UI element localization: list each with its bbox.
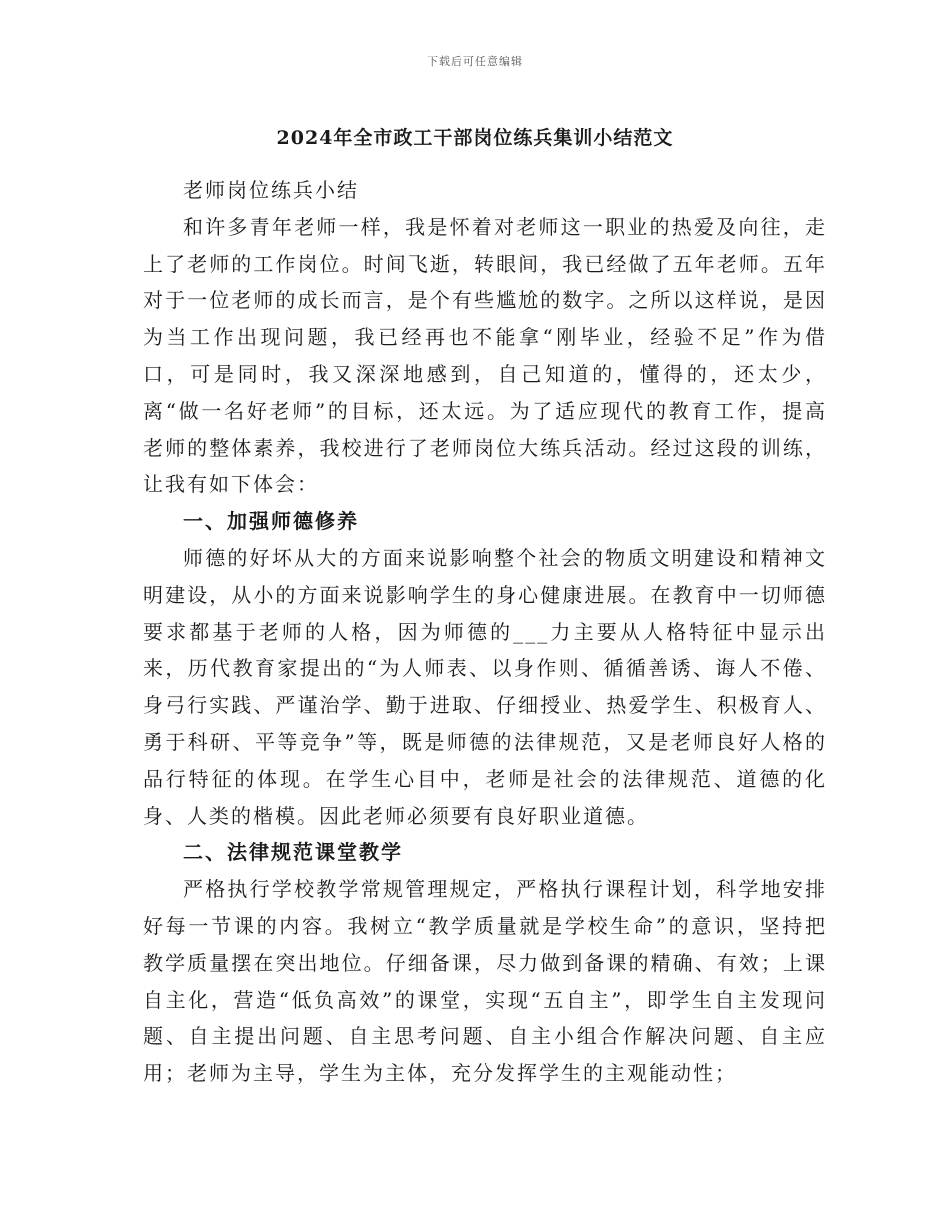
section-heading-1: 一、加强师德修养 <box>183 509 359 534</box>
subtitle: 老师岗位练兵小结 <box>183 178 359 202</box>
section-heading-2: 二、法律规范课堂教学 <box>183 840 403 865</box>
document-body <box>143 172 827 1092</box>
section-paragraph-2: 严格执行学校教学常规管理规定，严格执行课程计划，科学地安排好每一节课的内容。我树立“教学质量就是学校生命”的意识，坚持把教学质量摆在突出地位。仔细备课，尽力做到备课的精确、有效；上课自主化，营造“低负高效”的课堂，实现“五自主”，即学生自主发现问题、自主提出问题、自主思考问题、自主小组合作解决问题、自主应用；老师为主导，学生为主体，充分发挥学生的主观能动性； <box>143 877 827 1086</box>
header-note: 下载后可任意编辑 <box>427 55 523 68</box>
intro-paragraph: 和许多青年老师一样，我是怀着对老师这一职业的热爱及向往，走上了老师的工作岗位。时间飞逝，转眼间，我已经做了五年老师。五年对于一位老师的成长而言，是个有些尴尬的数字。之所以这样说，是因为当工作出现问题，我已经再也不能拿“刚毕业，经验不足”作为借口，可是同时，我又深深地感到，自己知道的，懂得的，还太少，离“做一名好老师”的目标，还太远。为了适应现代的教育工作，提高老师的整体素养，我校进行了老师岗位大练兵活动。经过这段的训练，让我有如下体会： <box>143 214 827 497</box>
document-title: 2024年全市政工干部岗位练兵集训小结范文 <box>276 127 674 149</box>
section-paragraph-1: 师德的好坏从大的方面来说影响整个社会的物质文明建设和精神文明建设，从小的方面来说影响学生的身心健康进展。在教育中一切师德要求都基于老师的人格，因为师德的___力主要从人格特征中显示出来，历代教育家提出的“为人师表、以身作则、循循善诱、诲人不倦、身弓行实践、严谨治学、勤于进取、仔细授业、热爱学生、积极育人、勇于科研、平等竞争”等，既是师德的法律规范，又是老师良好人格的品行特征的体现。在学生心目中，老师是社会的法律规范、道德的化身、人类的楷模。因此老师必须要有良好职业道德。 <box>143 545 827 828</box>
